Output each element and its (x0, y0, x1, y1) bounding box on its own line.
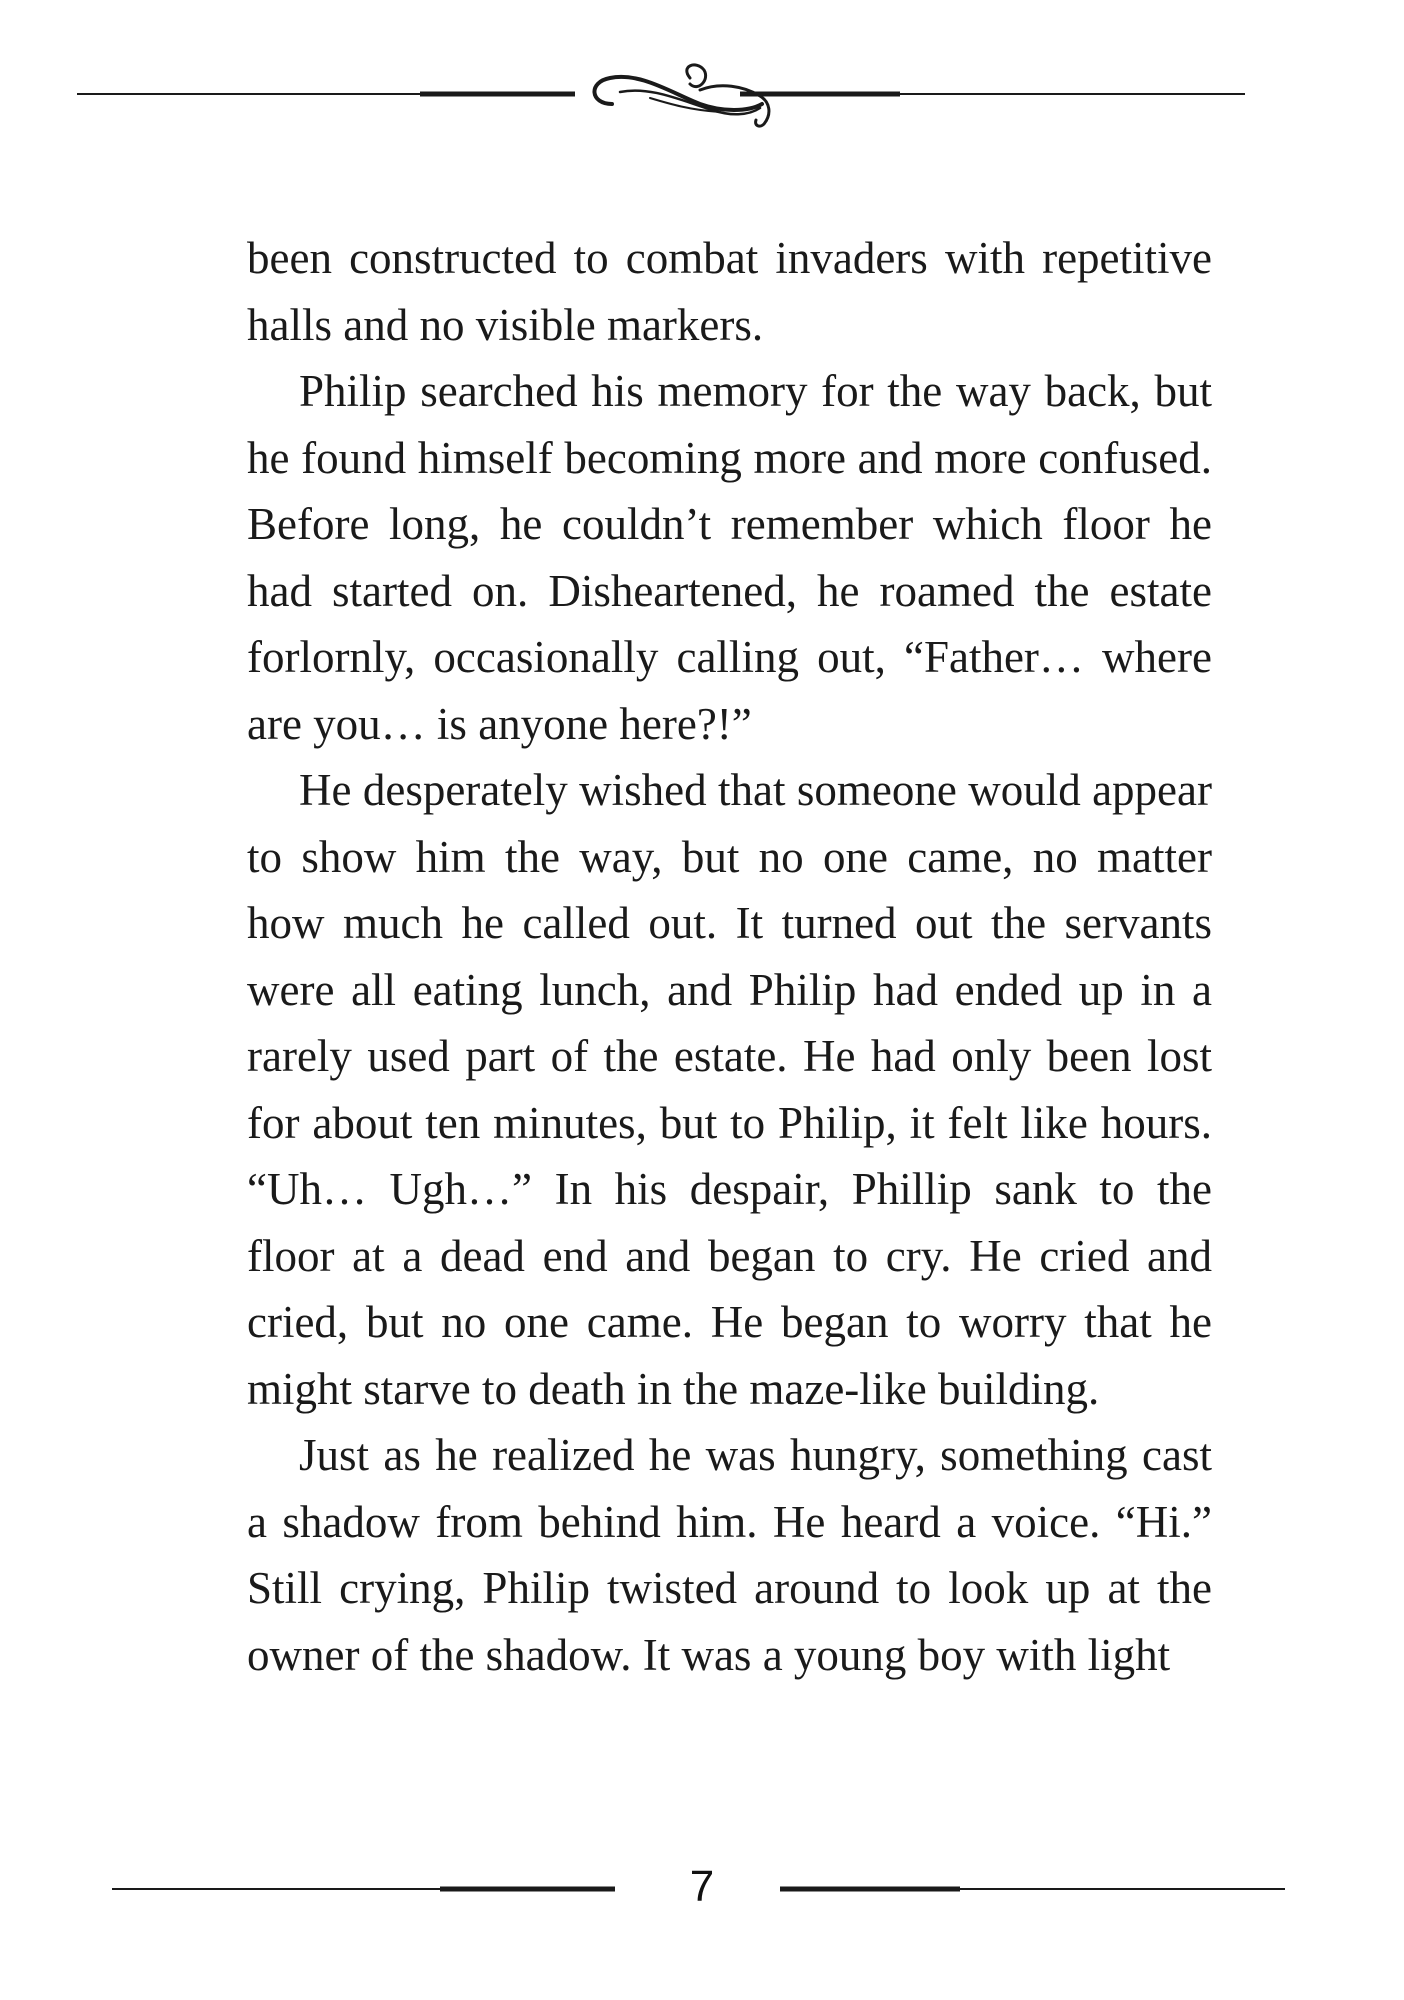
page-number: 7 (689, 1862, 715, 1911)
paragraph: been constructed to combat invaders with repetitive halls and no visible markers. (247, 233, 1212, 350)
paragraph: Just as he realized he was hungry, something cast a shadow from behind him. He heard a voice. “Hi.” Still crying, Philip twisted around to look up at the owner of the shadow. It was a young boy with light (247, 1430, 1212, 1680)
body-text (247, 225, 1212, 1688)
paragraph: Philip searched his memory for the way back, but he found himself becoming more and more confused. Before long, he couldn’t remember which floor he had started on. Disheartened, he roamed the estate forlornly, occasionally calling out, “Father… where are you… is anyone here?!” (247, 366, 1212, 749)
paragraph: He desperately wished that someone would appear to show him the way, but no one came, no matter how much he called out. It turned out the servants were all eating lunch, and Philip had ended up in a rarely used part of the estate. He had only been lost for about ten minutes, but to Philip, it felt like hours. “Uh… Ugh…” In his despair, Phillip sank to the floor at a dead end and began to cry. He cried and cried, but no one came. He began to worry that he might starve to death in the maze-like building. (247, 765, 1212, 1414)
header-ornament (0, 0, 1404, 160)
